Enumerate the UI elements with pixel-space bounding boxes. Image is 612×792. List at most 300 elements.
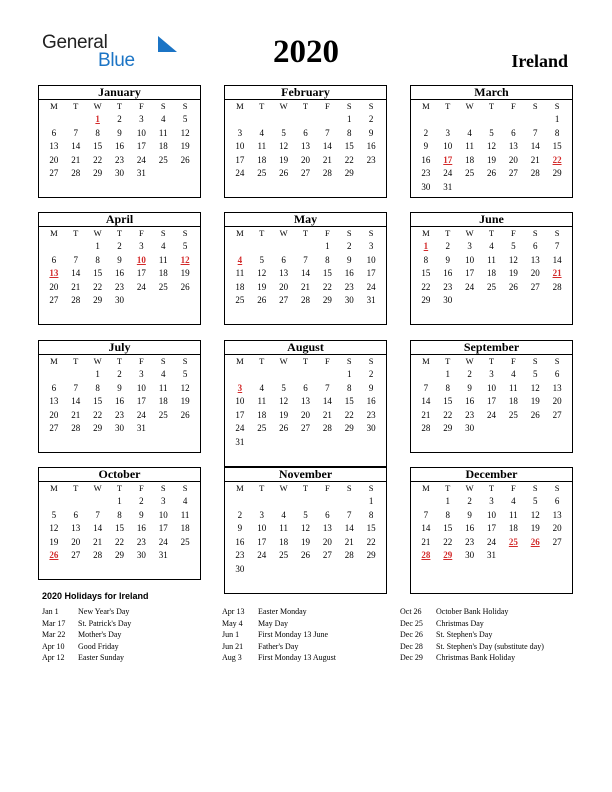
weekday-header: W [93,483,102,493]
day-grid [225,227,386,308]
day-cell: 23 [114,281,124,292]
day-cell: 4 [489,241,494,251]
holiday-date: Oct 26 [400,607,422,616]
weekday-header: T [116,356,123,366]
day-cell: 7 [346,509,352,520]
day-cell: 22 [443,409,453,420]
day-cell: 10 [136,382,146,393]
day-cell: 7 [325,127,330,138]
weekday-header: S [368,228,374,238]
weekday-header: S [346,228,352,238]
month-march [410,85,573,198]
weekday-header: M [50,228,58,238]
weekday-header: W [93,228,102,238]
day-cell: 17 [235,154,245,165]
holiday-column [42,606,131,664]
month-october [38,467,201,580]
weekday-header: M [50,101,58,111]
day-cell: 1 [325,241,330,251]
empty-cell [251,495,273,509]
day-cell: 5 [303,509,308,520]
day-cell: 1 [445,496,451,506]
day-cell: 27 [300,423,310,434]
holiday-row [222,629,336,641]
day-cell: 30 [465,423,475,434]
day-cell: 3 [160,496,166,506]
holiday-date: Dec 26 [400,630,423,639]
month-june [410,212,573,325]
holiday-day-cell: 4 [237,254,243,265]
empty-cell [415,368,437,382]
day-cell: 24 [366,281,376,292]
holiday-row [222,618,336,630]
day-cell: 25 [257,168,267,179]
holiday-column [222,606,336,664]
holiday-row [400,652,544,664]
day-cell: 13 [552,509,562,520]
day-cell: 18 [257,154,267,165]
weekday-header: M [236,228,244,238]
day-cell: 30 [114,295,124,306]
weekday-header: F [324,356,330,366]
weekday-header: T [73,356,79,366]
day-cell: 12 [486,141,496,152]
day-cell: 30 [465,550,475,561]
holiday-row [222,606,336,618]
weekday-header: S [554,356,560,366]
day-cell: 24 [136,154,146,165]
weekday-header: W [279,356,288,366]
day-cell: 15 [552,141,562,152]
day-grid [225,100,386,181]
day-cell: 16 [344,268,354,279]
holiday-row [222,641,336,653]
day-cell: 23 [344,281,354,292]
day-cell: 15 [322,268,332,279]
weekday-header: W [279,228,288,238]
day-cell: 20 [279,281,289,292]
holiday-name: Father's Day [258,641,299,651]
day-cell: 14 [93,523,103,534]
empty-cell [459,113,481,127]
day-cell: 9 [368,127,374,138]
day-cell: 9 [237,523,243,534]
day-cell: 20 [49,281,59,292]
day-cell: 9 [139,509,144,520]
day-cell: 20 [322,536,332,547]
holiday-day-cell: 17 [443,154,453,165]
day-cell: 25 [158,409,168,420]
day-cell: 21 [300,281,310,292]
day-cell: 24 [465,281,475,292]
day-cell: 10 [443,141,453,152]
holiday-row [400,606,544,618]
day-cell: 4 [182,496,188,506]
weekday-header: F [510,228,516,238]
day-cell: 7 [303,254,308,265]
weekday-header: W [465,101,474,111]
day-cell: 3 [489,369,494,379]
holiday-name: St. Stephen's Day (substitute day) [436,641,544,651]
holiday-name: Christmas Day [436,618,484,628]
day-cell: 1 [117,496,122,506]
empty-cell [273,240,295,254]
logo-text-blue: Blue [98,50,135,71]
holiday-row [42,618,131,630]
day-cell: 14 [421,396,431,407]
empty-cell [65,113,87,127]
empty-cell [437,113,459,127]
day-cell: 31 [443,181,453,192]
weekday-header: S [532,101,538,111]
day-cell: 11 [487,254,496,265]
empty-cell [251,240,273,254]
day-cell: 13 [279,268,289,279]
holiday-date: Aug 3 [222,653,242,662]
day-cell: 29 [93,168,103,179]
day-cell: 24 [443,168,453,179]
month-july [38,340,201,453]
day-cell: 13 [530,254,540,265]
day-cell: 29 [93,295,103,306]
day-cell: 5 [51,509,57,520]
day-cell: 19 [257,281,267,292]
day-cell: 4 [467,127,472,138]
day-cell: 29 [114,550,124,561]
day-cell: 25 [279,550,289,561]
day-cell: 31 [158,550,168,561]
holiday-day-cell: 3 [237,382,243,393]
day-cell: 11 [257,141,267,152]
weekday-header: S [182,228,188,238]
weekday-header: S [368,483,374,493]
day-cell: 15 [443,396,453,407]
day-cell: 26 [279,423,289,434]
day-cell: 28 [71,168,81,179]
weekday-header: T [302,228,309,238]
day-cell: 30 [114,423,124,434]
day-cell: 28 [322,168,332,179]
day-cell: 13 [49,396,59,407]
weekday-header: T [259,483,265,493]
weekday-header: T [445,356,451,366]
day-cell: 10 [486,509,496,520]
day-cell: 15 [93,396,103,407]
weekday-header: T [302,101,309,111]
day-cell: 22 [421,281,431,292]
day-cell: 9 [117,127,122,138]
day-cell: 9 [467,509,472,520]
day-cell: 5 [182,241,188,251]
day-cell: 14 [71,268,81,279]
day-cell: 13 [322,523,332,534]
holiday-date: Apr 12 [42,653,65,662]
weekday-header: M [236,483,244,493]
day-cell: 19 [486,154,496,165]
day-cell: 20 [552,396,562,407]
holiday-name: New Year's Day [78,607,130,616]
weekday-header: S [346,101,352,111]
day-cell: 14 [71,141,81,152]
day-cell: 19 [279,154,289,165]
day-cell: 30 [344,295,354,306]
weekday-header: M [422,228,430,238]
empty-cell [229,113,251,127]
day-cell: 17 [366,268,376,279]
day-cell: 18 [235,281,245,292]
weekday-header: T [302,356,309,366]
day-cell: 7 [73,382,79,393]
weekday-header: S [554,483,560,493]
weekday-header: M [422,101,430,111]
day-cell: 4 [160,114,166,124]
month-november [224,467,387,594]
weekday-header: T [488,483,495,493]
calendar-country: Ireland [511,51,568,71]
day-cell: 4 [281,509,286,520]
day-cell: 8 [117,509,122,520]
calendar-year: 2020 [273,34,339,70]
day-cell: 1 [368,496,374,506]
holiday-date: Apr 10 [42,641,65,651]
day-cell: 1 [95,241,100,251]
day-cell: 21 [322,154,332,165]
day-cell: 19 [279,409,289,420]
day-cell: 25 [235,295,245,306]
day-cell: 5 [511,241,516,251]
day-cell: 29 [421,295,431,306]
day-cell: 1 [346,369,352,379]
day-cell: 16 [235,536,245,547]
empty-cell [43,113,65,127]
day-cell: 20 [530,268,540,279]
day-cell: 22 [366,536,376,547]
day-cell: 14 [421,523,431,534]
day-cell: 8 [554,127,560,138]
day-cell: 12 [508,254,518,265]
day-cell: 27 [49,295,59,306]
day-cell: 10 [465,254,475,265]
empty-cell [43,368,65,382]
weekday-header: S [554,101,560,111]
weekday-header: T [116,101,123,111]
empty-cell [338,495,360,509]
day-cell: 9 [467,382,472,393]
holiday-day-cell: 25 [508,536,518,547]
weekday-header: S [532,356,538,366]
holiday-name: First Monday 13 August [258,653,337,662]
day-cell: 17 [136,396,146,407]
day-cell: 27 [300,168,310,179]
day-cell: 18 [486,268,496,279]
day-cell: 21 [421,536,431,547]
day-cell: 12 [279,141,289,152]
day-cell: 29 [443,423,453,434]
day-cell: 11 [257,396,267,407]
day-cell: 26 [508,281,518,292]
day-cell: 13 [300,396,310,407]
day-cell: 25 [158,154,168,165]
weekday-header: T [488,228,495,238]
day-cell: 4 [511,369,516,379]
day-cell: 21 [344,536,354,547]
holiday-date: Apr 13 [222,607,245,616]
day-cell: 7 [325,382,330,393]
month-name: January [39,86,200,100]
day-cell: 5 [532,496,538,506]
day-cell: 15 [366,523,376,534]
day-cell: 7 [423,509,429,520]
day-cell: 7 [73,254,79,265]
day-cell: 23 [366,154,376,165]
day-cell: 24 [235,423,245,434]
weekday-header: S [160,483,166,493]
day-cell: 31 [235,436,245,447]
holiday-name: Mother's Day [78,630,122,639]
weekday-header: S [182,101,188,111]
day-cell: 29 [344,423,354,434]
day-cell: 24 [136,409,146,420]
holiday-date: Jan 1 [42,607,59,616]
empty-cell [251,368,273,382]
day-cell: 22 [443,536,453,547]
empty-cell [295,368,317,382]
empty-cell [295,240,317,254]
holiday-day-cell: 29 [443,550,453,561]
day-cell: 30 [443,295,453,306]
day-cell: 5 [182,114,188,124]
day-cell: 26 [279,168,289,179]
month-august [224,340,387,467]
day-cell: 12 [300,523,310,534]
weekday-header: W [465,483,474,493]
day-cell: 18 [158,396,168,407]
day-cell: 28 [300,295,310,306]
day-cell: 8 [95,127,100,138]
empty-cell [295,495,317,509]
day-cell: 15 [93,141,103,152]
day-cell: 29 [322,295,332,306]
day-cell: 2 [467,496,472,506]
day-cell: 24 [486,409,496,420]
day-cell: 28 [530,168,540,179]
day-cell: 7 [554,241,560,251]
weekday-header: S [532,228,538,238]
day-cell: 21 [71,281,81,292]
day-cell: 27 [552,409,562,420]
holidays-title: 2020 Holidays for Ireland [42,591,149,601]
weekday-header: T [445,228,451,238]
day-cell: 29 [93,423,103,434]
holiday-row [400,618,544,630]
month-name: September [411,341,572,355]
day-cell: 19 [180,268,190,279]
weekday-header: F [138,228,144,238]
weekday-header: T [116,228,123,238]
day-cell: 10 [235,396,245,407]
day-cell: 2 [117,114,122,124]
weekday-header: W [465,356,474,366]
day-cell: 3 [368,241,374,251]
month-name: December [411,468,572,482]
day-cell: 16 [114,396,124,407]
day-cell: 6 [281,254,286,265]
day-cell: 3 [237,127,243,138]
day-cell: 30 [421,181,431,192]
day-cell: 18 [158,268,168,279]
day-cell: 30 [366,423,376,434]
day-grid [39,227,200,308]
day-grid [39,100,200,181]
month-name: July [39,341,200,355]
day-cell: 6 [511,127,516,138]
day-cell: 6 [51,127,57,138]
holiday-day-cell: 26 [530,536,540,547]
day-cell: 31 [136,423,146,434]
day-cell: 23 [235,550,245,561]
day-cell: 6 [303,382,308,393]
day-cell: 5 [532,369,538,379]
holiday-name: Christmas Bank Holiday [436,653,516,662]
day-cell: 12 [180,382,190,393]
day-cell: 2 [368,369,374,379]
month-december [410,467,573,594]
day-cell: 26 [180,409,190,420]
empty-cell [65,368,87,382]
weekday-header: W [93,101,102,111]
day-cell: 23 [421,168,431,179]
day-cell: 14 [300,268,310,279]
holiday-day-cell: 13 [49,268,59,279]
holiday-day-cell: 12 [180,254,190,265]
weekday-header: S [532,483,538,493]
day-cell: 2 [445,241,451,251]
weekday-header: F [510,356,516,366]
day-cell: 31 [136,168,146,179]
day-cell: 8 [368,509,374,520]
day-cell: 4 [511,496,516,506]
day-cell: 24 [235,168,245,179]
day-cell: 27 [279,295,289,306]
weekday-header: S [346,483,352,493]
day-cell: 13 [49,141,59,152]
day-cell: 11 [279,523,288,534]
holiday-name: Easter Sunday [78,653,124,662]
day-cell: 6 [554,496,560,506]
day-cell: 23 [366,409,376,420]
weekday-header: M [50,356,58,366]
day-cell: 13 [552,382,562,393]
empty-cell [481,113,503,127]
holiday-row [400,641,544,653]
day-cell: 17 [257,536,267,547]
day-cell: 14 [344,523,354,534]
day-cell: 18 [279,536,289,547]
day-cell: 11 [180,509,190,520]
month-name: October [39,468,200,482]
day-cell: 29 [552,168,562,179]
day-cell: 3 [139,369,144,379]
day-cell: 9 [368,382,374,393]
day-cell: 11 [158,382,168,393]
day-cell: 25 [486,281,496,292]
empty-cell [415,495,437,509]
day-cell: 27 [508,168,518,179]
weekday-header: T [116,483,123,493]
day-cell: 10 [136,127,146,138]
day-cell: 12 [530,382,540,393]
weekday-header: W [93,356,102,366]
